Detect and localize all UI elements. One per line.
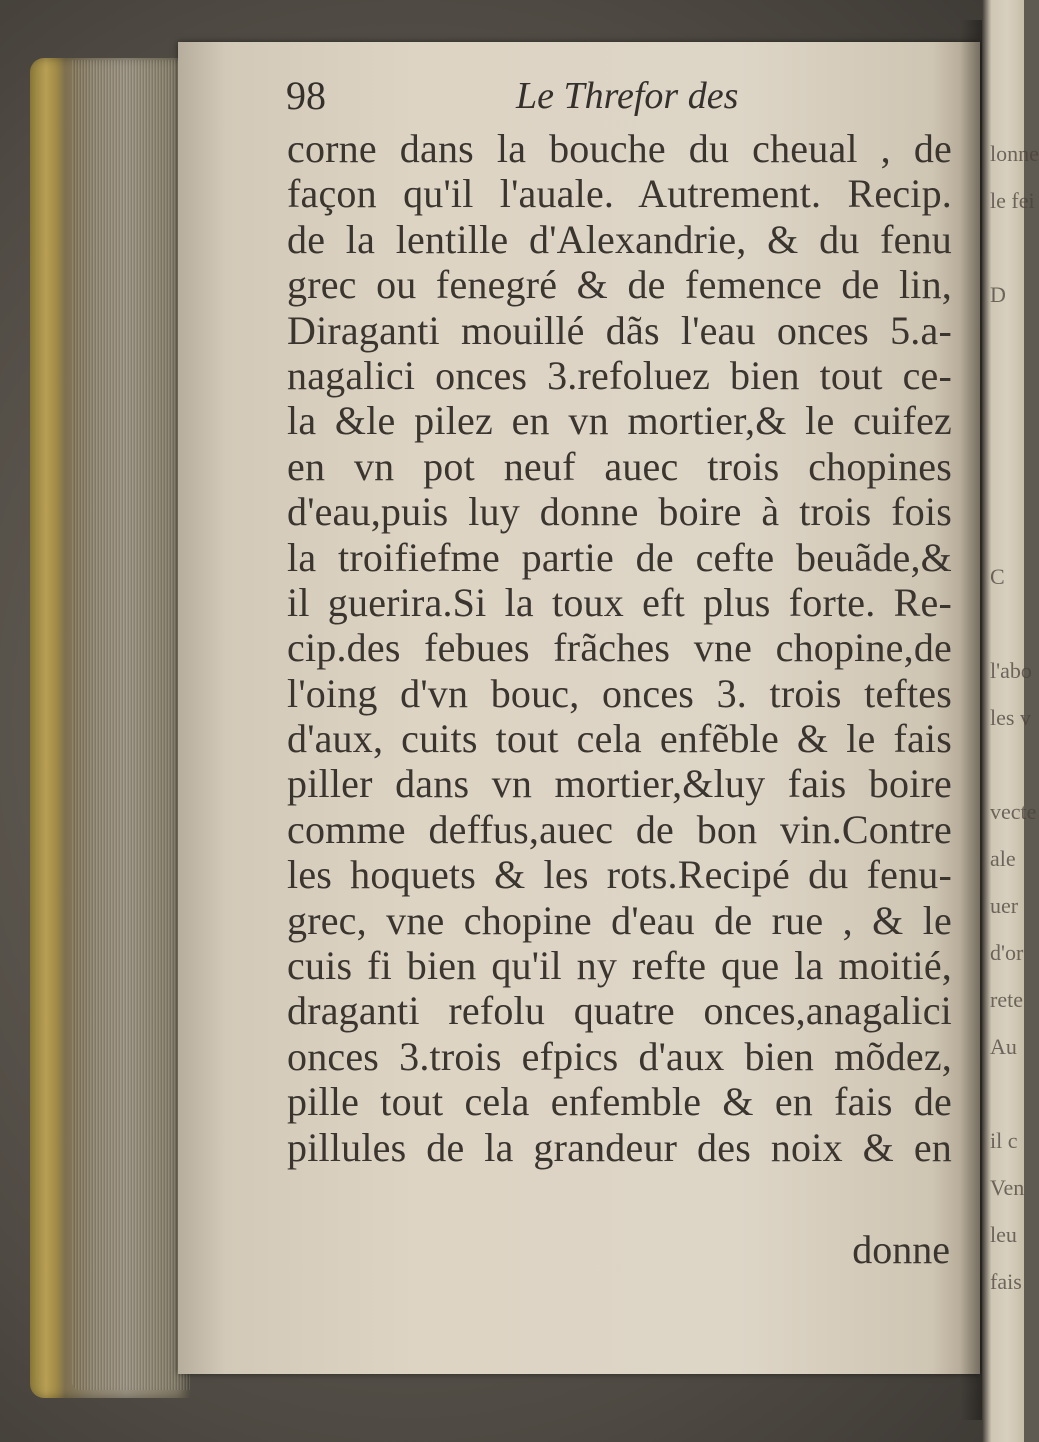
facing-page-fragment: les v	[990, 705, 1031, 730]
facing-page-fragment: vecte	[990, 799, 1037, 824]
text-line: d'aux, cuits tout cela enfẽble & le fais	[287, 716, 952, 762]
facing-page-text	[990, 130, 1039, 1305]
text-line: cip.des febues frãches vne chopine,de	[287, 625, 952, 671]
text-line: grec, vne chopine d'eau de rue , & le	[287, 897, 952, 943]
text-line: l'oing d'vn bouc, onces 3. trois teftes	[287, 670, 952, 716]
text-line: piller dans vn mortier,&luy fais boire	[287, 761, 952, 807]
facing-page-fragment	[990, 1070, 1039, 1117]
facing-page-fragment: il c	[990, 1128, 1018, 1153]
facing-page-fragment	[990, 412, 1039, 459]
facing-page-fragment: lonne	[990, 141, 1039, 166]
facing-page-fragment: uer	[990, 893, 1019, 918]
text-line: onces 3.trois efpics d'aux bien mõdez,	[287, 1033, 952, 1079]
facing-page-fragment	[990, 506, 1039, 553]
facing-page-fragment: D	[990, 282, 1006, 307]
text-line: façon qu'il l'auale. Autrement. Recip.	[287, 171, 952, 217]
text-line: la troifiefme partie de cefte beuãde,&	[287, 534, 952, 580]
catchword: donne	[852, 1227, 950, 1272]
page-number: 98	[286, 73, 326, 118]
facing-page-fragment: l'abo	[990, 658, 1032, 683]
text-line: la &le pilez en vn mortier,& le cuifez	[287, 398, 952, 444]
facing-page-fragment: C	[990, 564, 1005, 589]
facing-page-fragment: leu	[990, 1222, 1017, 1247]
text-line: pille tout cela enfemble & en fais de	[287, 1079, 952, 1125]
text-line: les hoquets & les rots.Recipé du fenu-	[287, 852, 952, 898]
running-head	[286, 72, 766, 122]
text-line: Diraganti mouillé dãs l'eau onces 5.a-	[287, 307, 952, 353]
facing-page-fragment	[990, 318, 1039, 365]
text-line: comme deffus,auec de bon vin.Contre	[287, 806, 952, 852]
text-line: d'eau,puis luy donne boire à trois fois	[287, 489, 952, 535]
text-line: nagalici onces 3.refoluez bien tout ce-	[287, 352, 952, 398]
facing-page-fragment	[990, 741, 1039, 788]
text-line: il guerira.Si la toux eft plus forte. Re-	[287, 579, 952, 625]
text-line: pillules de la grandeur des noix & en	[287, 1124, 952, 1170]
facing-page-fragment	[990, 365, 1039, 412]
text-line: grec ou fenegré & de femence de lin,	[287, 262, 952, 308]
facing-page-fragment: fais	[990, 1269, 1022, 1294]
facing-page-fragment: le fei	[990, 188, 1035, 213]
text-line: corne dans la bouche du cheual , de	[287, 126, 952, 171]
facing-page-fragment: d'or	[990, 940, 1024, 965]
text-line: de la lentille d'Alexandrie, & du fenu	[287, 216, 952, 262]
body-text	[287, 126, 952, 1170]
facing-page-fragment	[990, 459, 1039, 506]
text-line: cuis fi bien qu'il ny refte que la moitié,	[287, 943, 952, 989]
running-head-title: Le Threfor des	[516, 75, 739, 117]
text-line: en vn pot neuf auec trois chopines	[287, 443, 952, 489]
text-line: draganti refolu quatre onces,anagalici	[287, 988, 952, 1034]
facing-page	[982, 0, 1039, 1442]
facing-page-fragment	[990, 600, 1039, 647]
facing-page-fragment: Ven	[990, 1175, 1025, 1200]
page-edges	[72, 60, 190, 1390]
facing-page-fragment: Au	[990, 1034, 1017, 1059]
facing-page-fragment: ale	[990, 846, 1016, 871]
facing-page-fragment: rete	[990, 987, 1023, 1012]
facing-page-fragment	[990, 224, 1039, 271]
